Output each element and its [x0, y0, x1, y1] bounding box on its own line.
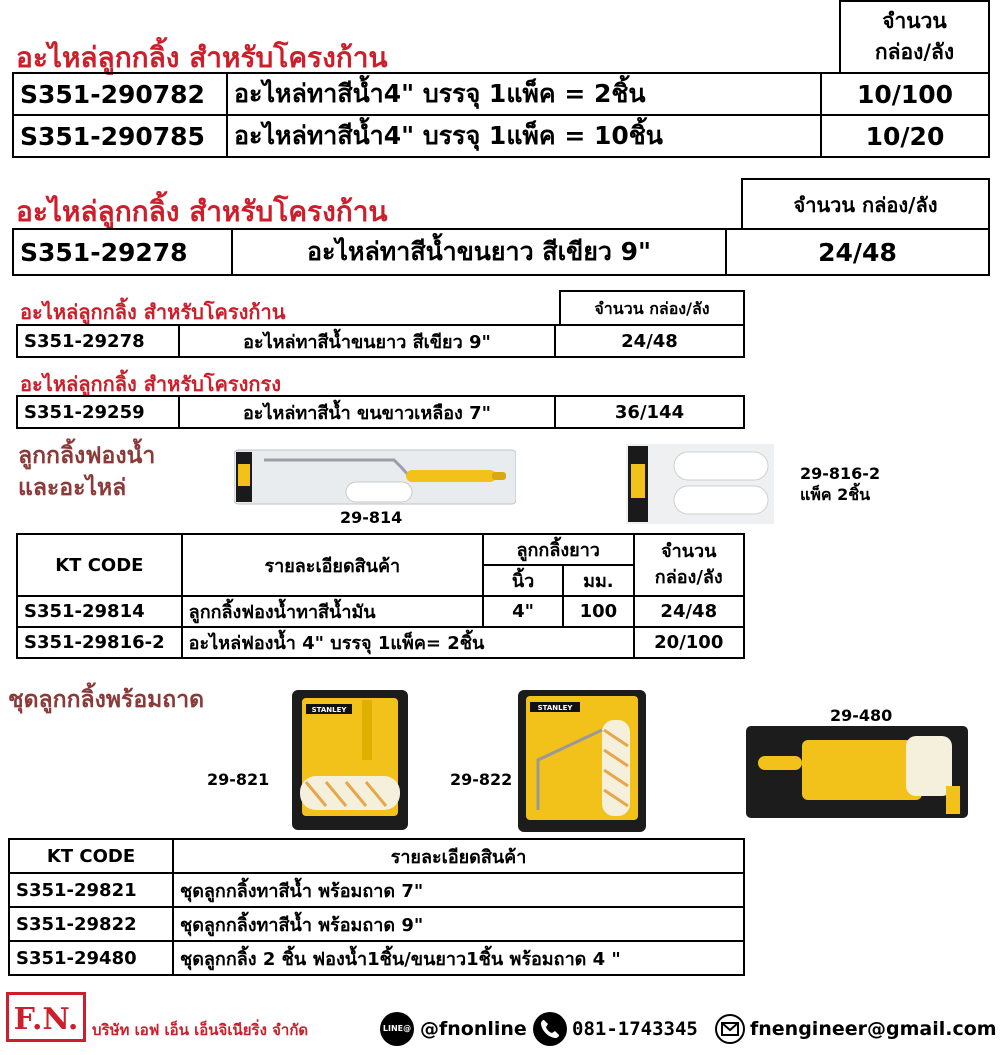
section1-qty-header [839, 0, 990, 72]
header-mm: มม. [563, 565, 633, 596]
product-desc: อะไหล่ทาสีน้ำ4" บรรจุ 1แพ็ค = 2ชิ้น [227, 73, 821, 115]
kt-code: S351-29278 [13, 229, 232, 275]
header-length: ลูกกลิ้งยาว [483, 534, 634, 565]
section3-table [16, 324, 745, 358]
sponge-pack-icon [626, 444, 774, 524]
product-image-29-814 [234, 446, 516, 508]
product-desc: อะไหล่ทาสีน้ำ4" บรรจุ 1แพ็ค = 10ชิ้น [227, 115, 821, 157]
table-row [13, 229, 989, 275]
sponge-title-line2: และอะไหล่ [18, 475, 127, 501]
table-row [17, 627, 744, 658]
table-row [17, 325, 744, 357]
sponge-title-line1: ลูกกลิ้งฟองน้ำ [18, 443, 156, 469]
table-row [17, 396, 744, 428]
sponge-table [16, 533, 745, 659]
phone-number[interactable]: 081-1743345 [572, 1018, 698, 1040]
product-image-29-816-2 [626, 444, 774, 524]
qty-header-line1: จำนวน [882, 9, 947, 33]
kt-code: S351-29816-2 [17, 627, 182, 658]
roller-tray-kit-icon [746, 726, 968, 818]
product-desc: ชุดลูกกลิ้งทาสีน้ำ พร้อมถาด 7" [173, 873, 744, 907]
table-row [17, 596, 744, 627]
phone-icon [533, 1012, 567, 1046]
kt-code: S351-29259 [17, 396, 179, 428]
header-desc: รายละเอียดสินค้า [182, 534, 483, 596]
qty: 24/48 [726, 229, 989, 275]
qty: 36/144 [555, 396, 744, 428]
kt-code: S351-29278 [17, 325, 179, 357]
image-label-29-480: 29-480 [830, 706, 893, 725]
length-inch: 4" [483, 596, 563, 627]
table-row [9, 873, 744, 907]
product-desc: อะไหล่ทาสีน้ำขนยาว สีเขียว 9" [232, 229, 726, 275]
product-desc: ชุดลูกกลิ้งทาสีน้ำ พร้อมถาด 9" [173, 907, 744, 941]
product-desc: อะไหล่ทาสีน้ำ ขนขาวเหลือง 7" [179, 396, 555, 428]
kt-code: S351-29480 [9, 941, 173, 975]
product-desc: อะไหล่ฟองน้ำ 4" บรรจุ 1แพ็ค= 2ชิ้น [182, 627, 634, 658]
line-icon: LINE@ [380, 1012, 414, 1046]
section1-title: อะไหล่ลูกกลิ้ง สำหรับโครงก้าน [16, 41, 388, 74]
header-desc: รายละเอียดสินค้า [173, 839, 744, 873]
table-header-row [9, 839, 744, 873]
table-row [13, 73, 989, 115]
email-address[interactable]: fnengineer@gmail.com [750, 1018, 997, 1040]
section2-title: อะไหล่ลูกกลิ้ง สำหรับโครงก้าน [16, 195, 388, 228]
kt-code: S351-290785 [13, 115, 227, 157]
roller-tray-kit-icon [292, 690, 408, 830]
image-label-29-814: 29-814 [340, 508, 403, 527]
product-desc: ลูกกลิ้งฟองน้ำทาสีน้ำมัน [182, 596, 483, 627]
header-kt-code: KT CODE [9, 839, 173, 873]
company-logo: F.N. [6, 992, 86, 1042]
qty: 10/100 [821, 73, 989, 115]
qty-header-line2: กล่อง/ลัง [874, 40, 955, 64]
tray-table [8, 838, 745, 976]
tray-title: ชุดลูกกลิ้งพร้อมถาด [8, 687, 205, 713]
line-id[interactable]: @fnonline [420, 1018, 527, 1040]
length-mm: 100 [563, 596, 633, 627]
section3-title: อะไหล่ลูกกลิ้ง สำหรับโครงก้าน [20, 300, 286, 324]
image-label-29-822: 29-822 [450, 770, 513, 789]
section4-table [16, 395, 745, 429]
product-image-29-822 [518, 690, 646, 832]
pkg-brand-text: STANLEY [537, 704, 573, 712]
roller-tray-kit-icon [518, 690, 646, 832]
kt-code: S351-29814 [17, 596, 182, 627]
section1-table [12, 72, 990, 158]
table-header-row [17, 534, 744, 565]
roller-package-icon [234, 446, 516, 508]
table-row [9, 941, 744, 975]
kt-code: S351-290782 [13, 73, 227, 115]
section2-table [12, 228, 990, 276]
header-inch: นิ้ว [483, 565, 563, 596]
kt-code: S351-29822 [9, 907, 173, 941]
product-desc: ชุดลูกกลิ้ง 2 ชิ้น ฟองน้ำ1ชิ้น/ขนยาว1ชิ้น พร้อมถาด 4 " [173, 941, 744, 975]
sponge-title [18, 440, 155, 504]
image-label-29-816-2: 29-816-2 แพ็ค 2ชิ้น [800, 464, 881, 504]
section2-qty-header: จำนวน กล่อง/ลัง [741, 178, 990, 228]
product-image-29-480 [746, 726, 968, 818]
section3-qty-header: จำนวน กล่อง/ลัง [559, 290, 745, 324]
product-image-29-821 [292, 690, 408, 830]
pkg-brand-text: STANLEY [311, 706, 347, 714]
company-name: บริษัท เอฟ เอ็น เอ็นจิเนียริ่ง จำกัด [92, 1021, 309, 1039]
header-qty: จำนวน กล่อง/ลัง [634, 534, 744, 596]
qty: 20/100 [634, 627, 744, 658]
header-kt-code: KT CODE [17, 534, 182, 596]
kt-code: S351-29821 [9, 873, 173, 907]
qty: 24/48 [634, 596, 744, 627]
image-label-29-821: 29-821 [207, 770, 270, 789]
product-desc: อะไหล่ทาสีน้ำขนยาว สีเขียว 9" [179, 325, 555, 357]
table-row [13, 115, 989, 157]
qty: 24/48 [555, 325, 744, 357]
table-row [9, 907, 744, 941]
qty: 10/20 [821, 115, 989, 157]
section4-title: อะไหล่ลูกกลิ้ง สำหรับโครงกรง [20, 372, 282, 396]
email-icon [714, 1013, 746, 1045]
